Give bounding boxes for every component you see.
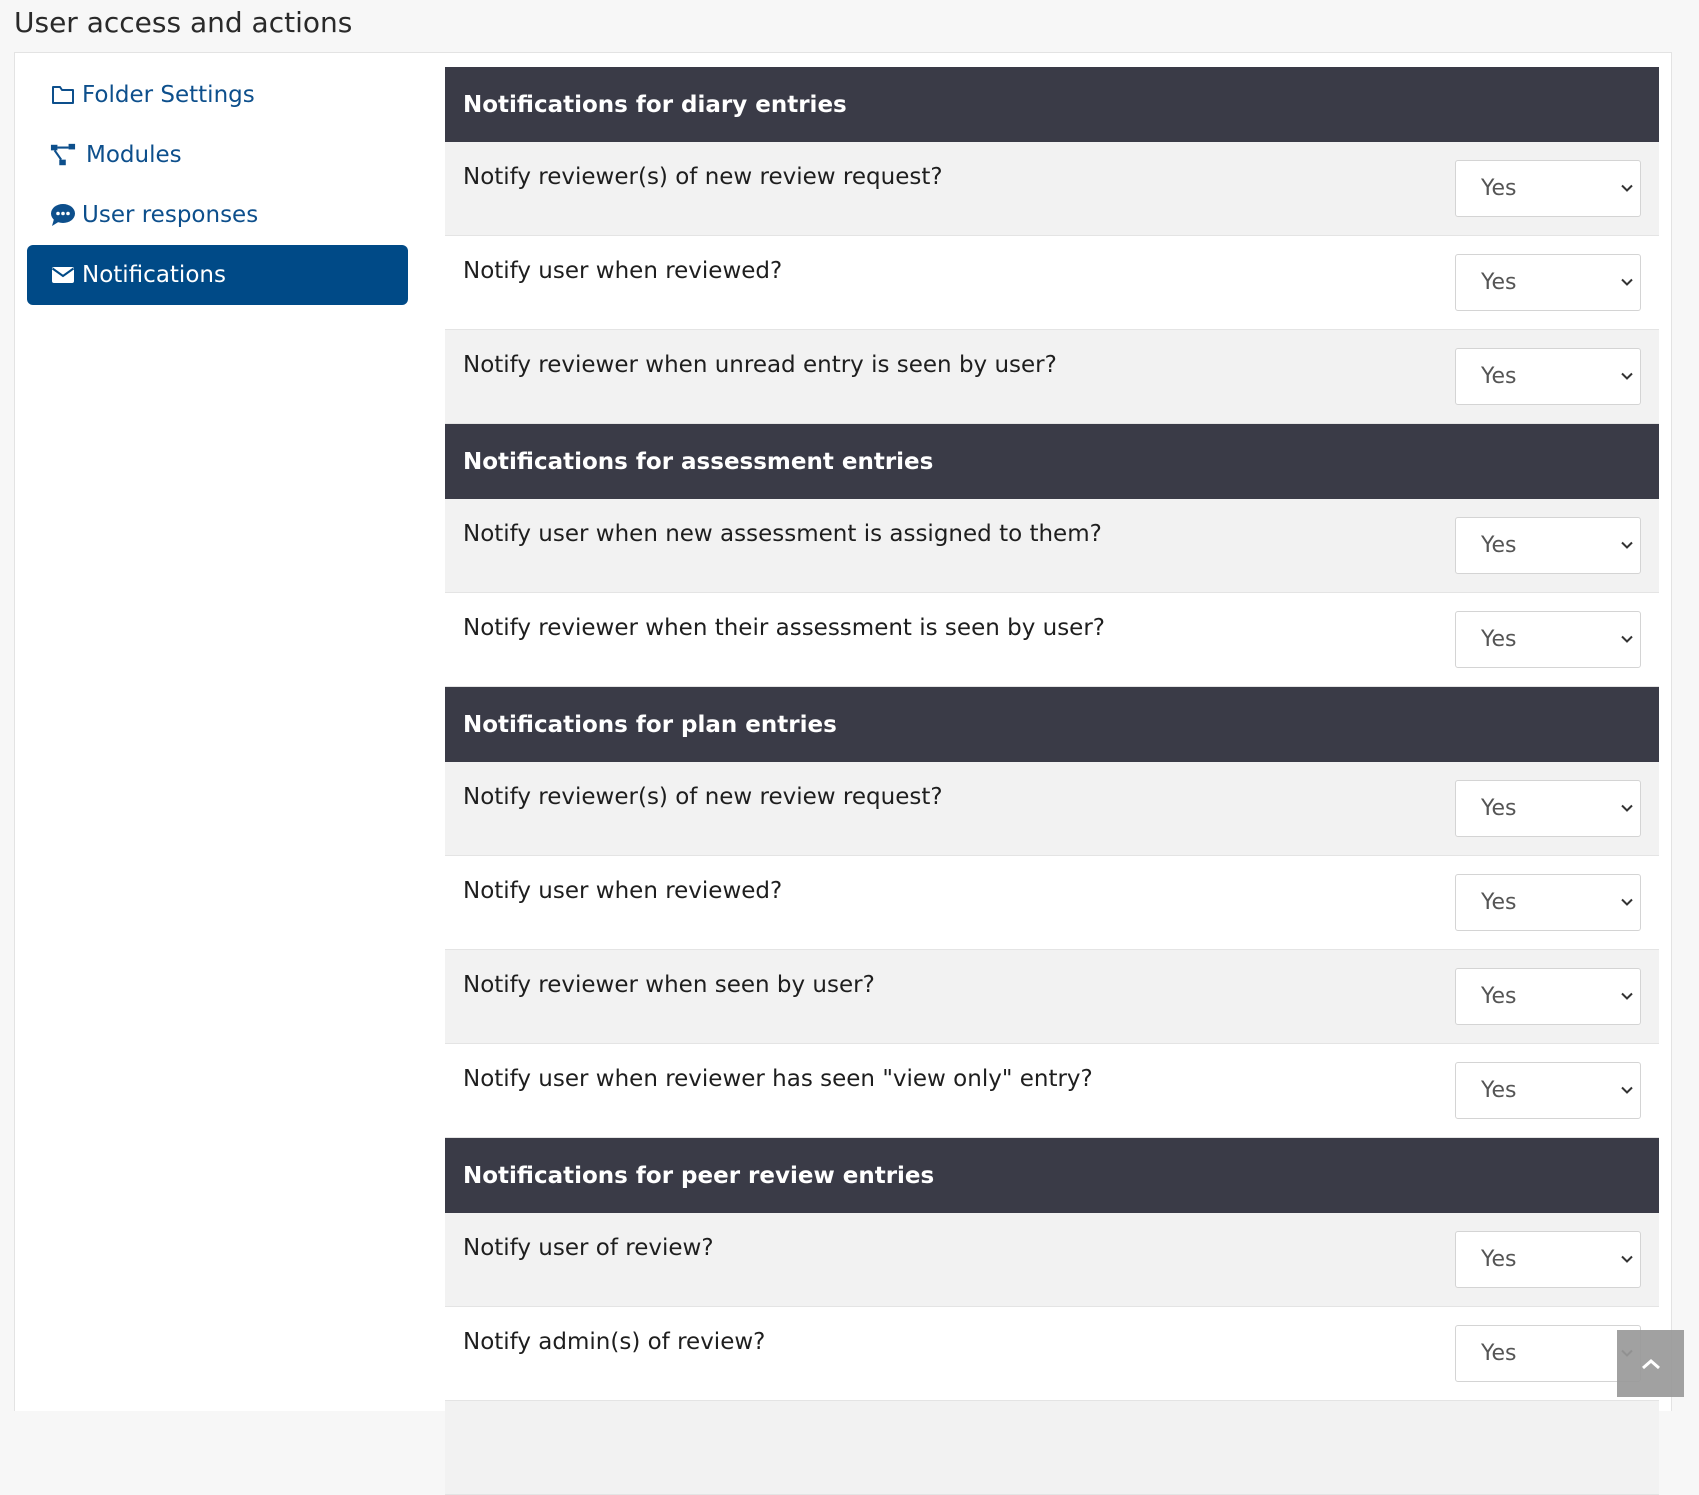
setting-label: Notify user when reviewer has seen "view only" entry? (463, 1066, 1093, 1092)
sidebar-item-modules[interactable] (27, 125, 408, 185)
chevron-down-icon (1618, 630, 1636, 648)
chevron-down-icon (1618, 273, 1636, 291)
setting-row (445, 856, 1659, 950)
setting-row-partial (445, 1401, 1659, 1495)
section-header-plan: Notifications for plan entries (445, 687, 1659, 762)
sidebar-item-label: Modules (86, 142, 182, 168)
sidebar (27, 65, 408, 305)
select-value: Yes (1481, 1247, 1517, 1272)
section-header-assessment: Notifications for assessment entries (445, 424, 1659, 499)
yes-no-select[interactable] (1455, 1062, 1641, 1119)
chevron-down-icon (1618, 893, 1636, 911)
yes-no-select[interactable] (1455, 780, 1641, 837)
setting-row (445, 593, 1659, 687)
yes-no-select[interactable] (1455, 348, 1641, 405)
yes-no-select[interactable] (1455, 611, 1641, 668)
sidebar-item-notifications[interactable] (27, 245, 408, 305)
setting-row (445, 499, 1659, 593)
setting-label: Notify reviewer(s) of new review request? (463, 164, 943, 190)
select-value: Yes (1481, 533, 1517, 558)
setting-label: Notify reviewer when seen by user? (463, 972, 875, 998)
yes-no-select[interactable] (1455, 1231, 1641, 1288)
setting-label: Notify user when reviewed? (463, 258, 783, 284)
setting-row (445, 1307, 1659, 1401)
yes-no-select[interactable] (1455, 517, 1641, 574)
setting-row (445, 1213, 1659, 1307)
yes-no-select[interactable] (1455, 1325, 1641, 1382)
setting-label: Notify reviewer(s) of new review request? (463, 784, 943, 810)
chevron-up-icon (1640, 1357, 1662, 1371)
yes-no-select[interactable] (1455, 968, 1641, 1025)
yes-no-select[interactable] (1455, 160, 1641, 217)
setting-label: Notify reviewer when their assessment is seen by user? (463, 615, 1106, 641)
select-value: Yes (1481, 270, 1517, 295)
envelope-icon (50, 262, 76, 288)
chevron-down-icon (1618, 179, 1636, 197)
page-title: User access and actions (14, 6, 353, 39)
select-value: Yes (1481, 796, 1517, 821)
chevron-down-icon (1618, 367, 1636, 385)
settings-card (14, 52, 1672, 1411)
select-value: Yes (1481, 1078, 1517, 1103)
select-value: Yes (1481, 364, 1517, 389)
select-value: Yes (1481, 984, 1517, 1009)
select-value: Yes (1481, 890, 1517, 915)
chevron-down-icon (1618, 1081, 1636, 1099)
select-value: Yes (1481, 1341, 1517, 1366)
yes-no-select[interactable] (1455, 874, 1641, 931)
sidebar-item-user-responses[interactable] (27, 185, 408, 245)
select-value: Yes (1481, 176, 1517, 201)
yes-no-select[interactable] (1455, 254, 1641, 311)
sidebar-item-folder-settings[interactable] (27, 65, 408, 125)
notification-settings (445, 67, 1659, 1495)
setting-row (445, 1044, 1659, 1138)
setting-row (445, 142, 1659, 236)
setting-row (445, 330, 1659, 424)
setting-label: Notify admin(s) of review? (463, 1329, 766, 1355)
sidebar-item-label: User responses (82, 202, 259, 228)
setting-row (445, 762, 1659, 856)
chevron-down-icon (1618, 536, 1636, 554)
setting-label: Notify user when new assessment is assigned to them? (463, 521, 1102, 547)
setting-row (445, 236, 1659, 330)
sitemap-icon (50, 142, 76, 168)
setting-label: Notify user when reviewed? (463, 878, 783, 904)
scroll-to-top-button[interactable] (1617, 1330, 1684, 1397)
setting-row (445, 950, 1659, 1044)
chevron-down-icon (1618, 987, 1636, 1005)
section-header-peer-review: Notifications for peer review entries (445, 1138, 1659, 1213)
chevron-down-icon (1618, 1250, 1636, 1268)
section-header-diary: Notifications for diary entries (445, 67, 1659, 142)
comment-dots-icon (50, 202, 76, 228)
chevron-down-icon (1618, 799, 1636, 817)
sidebar-item-label: Folder Settings (82, 82, 255, 108)
select-value: Yes (1481, 627, 1517, 652)
folder-icon (50, 82, 76, 108)
setting-label: Notify user of review? (463, 1235, 714, 1261)
sidebar-item-label: Notifications (82, 262, 226, 288)
setting-label: Notify reviewer when unread entry is seen by user? (463, 352, 1057, 378)
